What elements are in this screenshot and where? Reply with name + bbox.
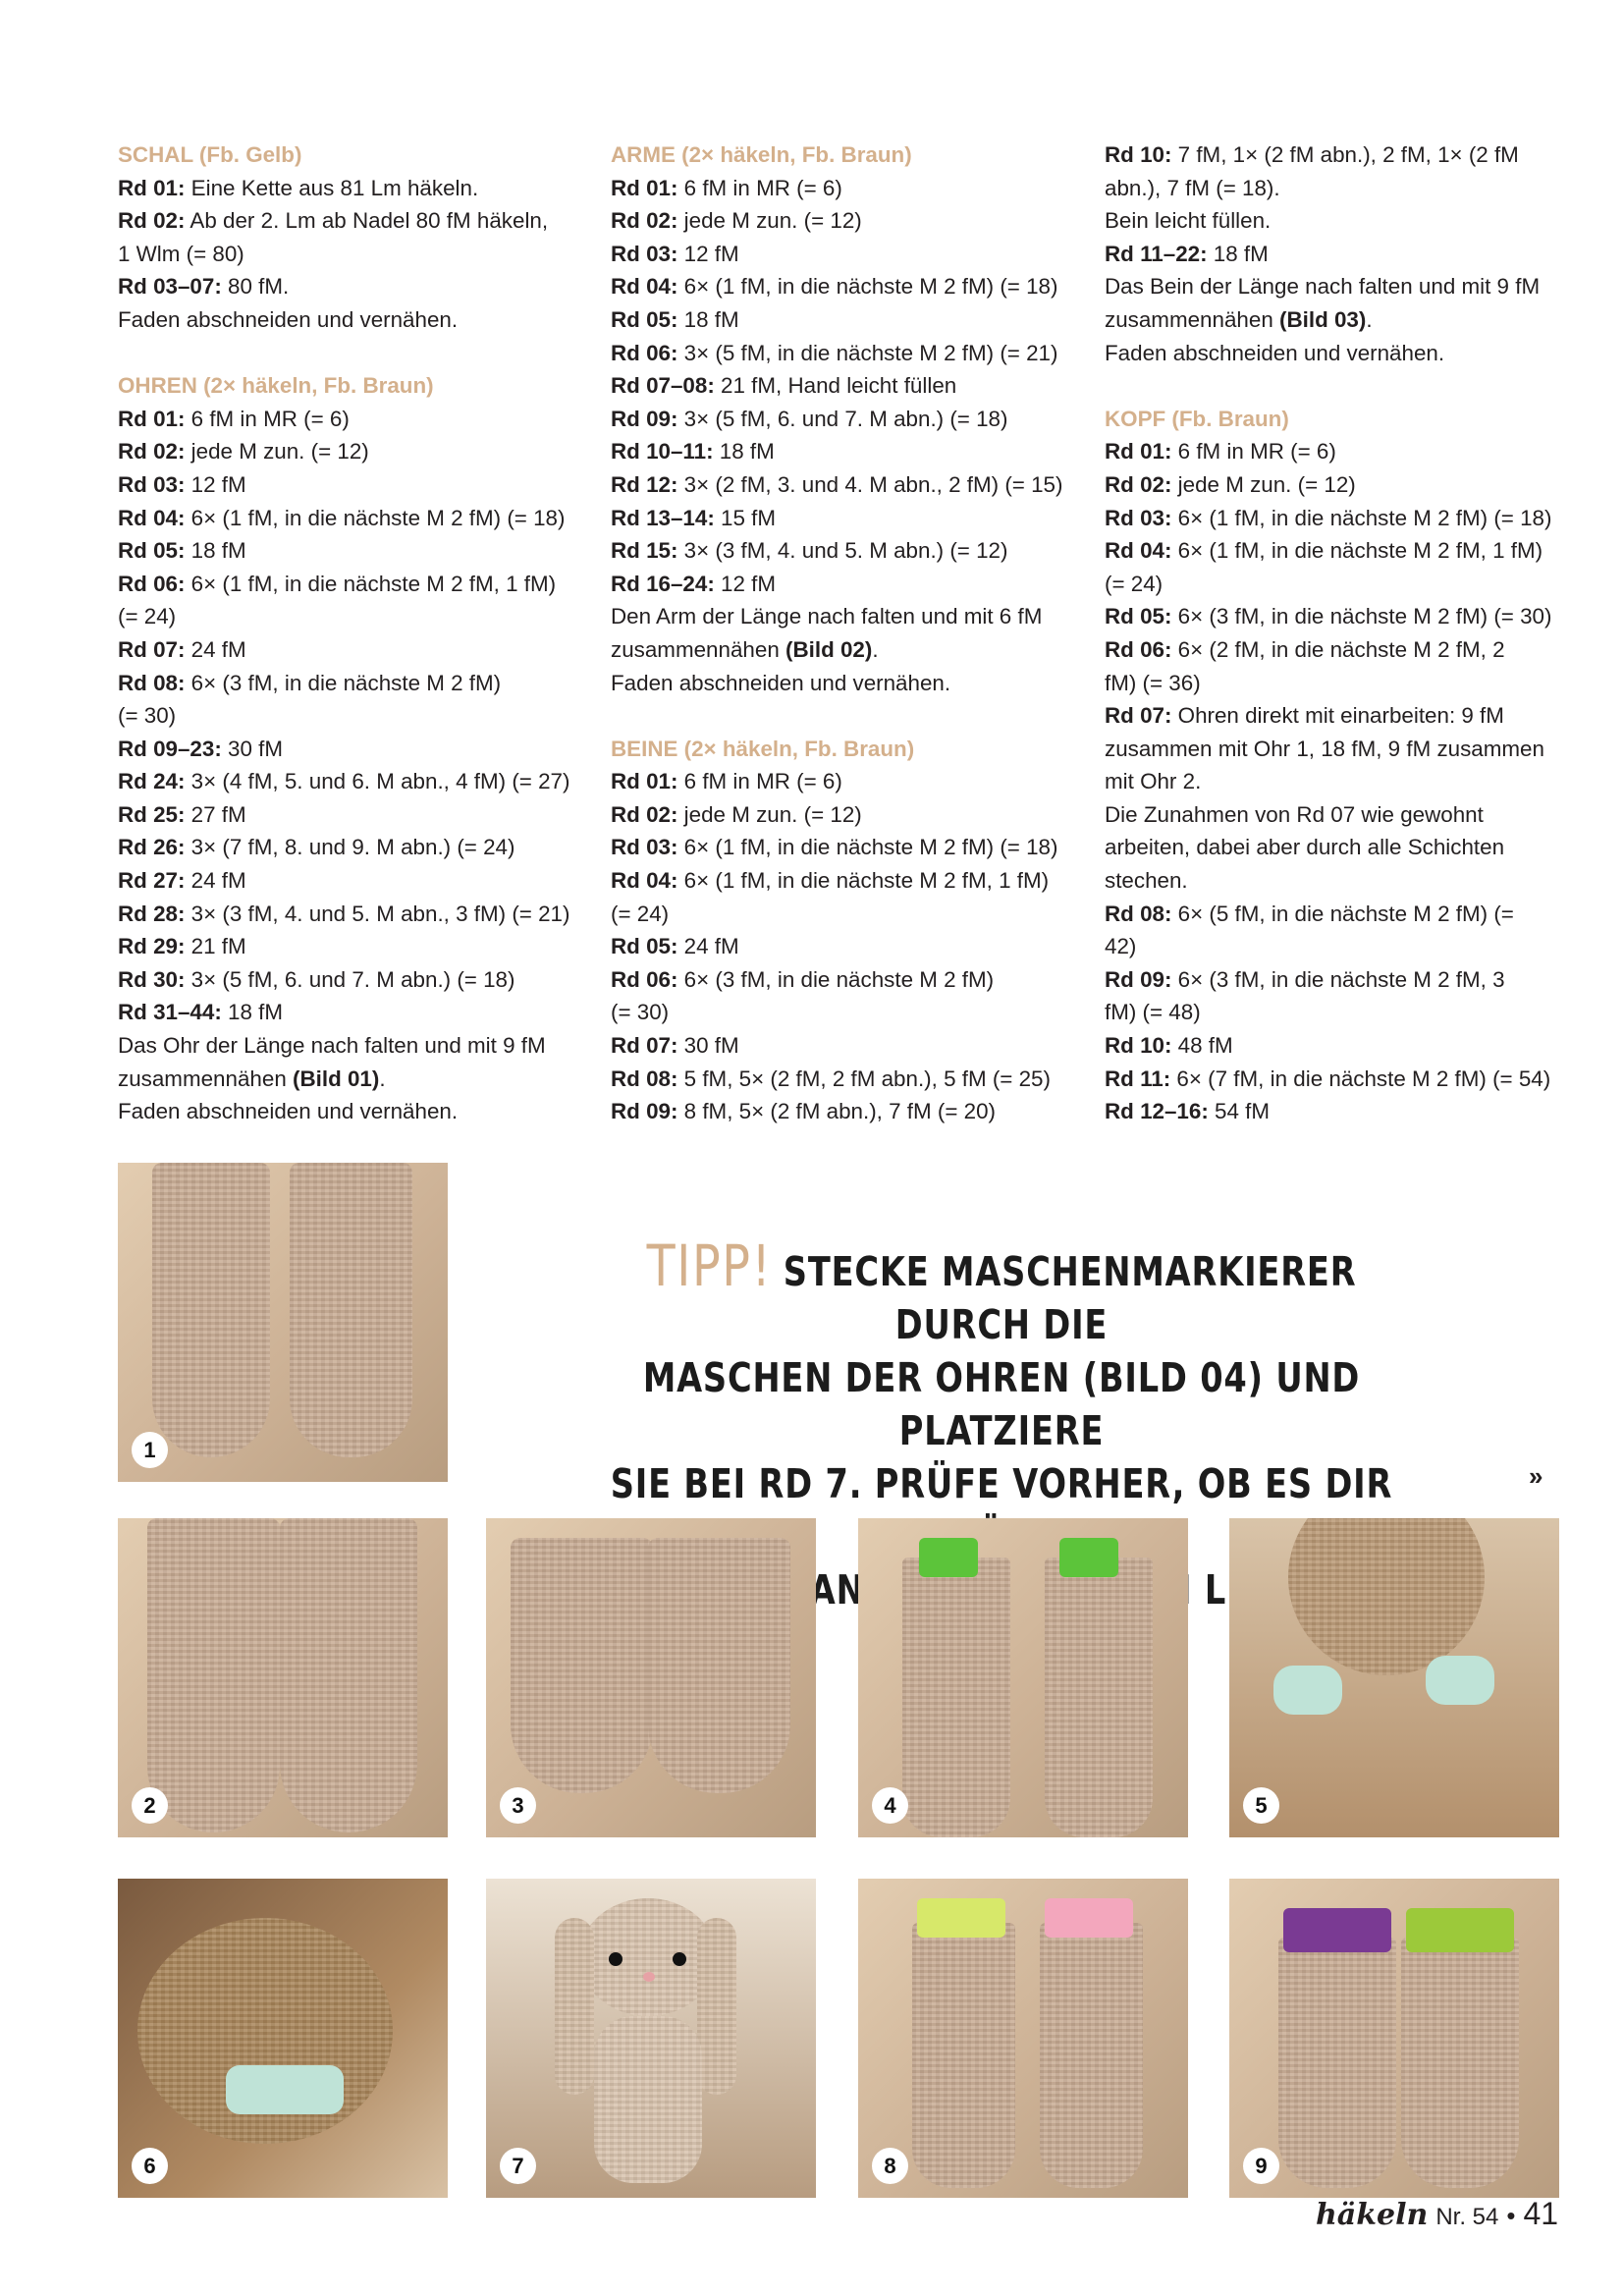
instruction-text: 6× (5 fM, in die nächste M 2 fM) (= [1171,901,1514,926]
instruction-line [1105,765,1561,798]
round-label: Rd 12–16: [1105,1099,1209,1124]
instruction-line [118,963,574,997]
round-label: Rd 11–22: [1105,241,1208,266]
photo-5 [1229,1518,1559,1837]
instruction-line [1105,600,1561,633]
instruction-line [611,172,1067,205]
instruction-text: jede M zun. (= 12) [1171,471,1356,497]
instruction-text: 30 fM [677,1033,739,1059]
instruction-line [118,996,574,1029]
tip-line-1: STECKE MASCHENMARKIERER DURCH DIE [783,1248,1357,1348]
instruction-line [1105,138,1561,172]
instruction-line [118,699,574,733]
column-3 [1105,138,1561,1128]
round-label: Rd 08: [1105,901,1172,926]
photo-number: 3 [500,1787,536,1824]
instruction-text: arbeiten, dabei aber durch alle Schichten [1105,835,1505,860]
image-reference: (Bild 02) [785,636,873,662]
instruction-line [118,270,574,303]
round-label: Rd 04: [1105,538,1172,564]
round-label: Rd 06: [118,571,186,596]
section-title: BEINE (2× häkeln, Fb. Braun) [611,736,915,761]
instruction-line [1105,1029,1561,1063]
section-title: ARME (2× häkeln, Fb. Braun) [611,142,912,167]
photo-number: 9 [1243,2148,1279,2184]
instruction-text: 54 fM [1208,1099,1271,1124]
instruction-line [611,303,1067,337]
tip-word: TIPP! [646,1232,773,1299]
round-label: Rd 01: [611,769,678,794]
instruction-text: jede M zun. (= 12) [677,208,862,234]
instruction-line [118,204,574,238]
instruction-line [611,600,1067,633]
instruction-text: jede M zun. (= 12) [185,439,369,465]
round-label: Rd 24: [118,769,186,794]
instruction-line [118,1095,574,1128]
instruction-text: 48 fM [1171,1033,1233,1059]
instruction-line [118,930,574,963]
instruction-text: (= 24) [118,604,177,629]
instruction-text: 6× (1 fM, in die nächste M 2 fM, 1 fM) [185,571,557,596]
instruction-line [118,502,574,535]
instruction-line [118,600,574,633]
instruction-line [611,963,1067,997]
instruction-text: zusammennähen [118,1066,293,1091]
instruction-text: (= 30) [118,703,177,729]
round-label: Rd 02: [611,208,678,234]
instruction-text: 3× (5 fM, 6. und 7. M abn.) (= 18) [185,966,515,992]
round-label: Rd 09: [611,406,678,431]
instruction-text: 21 fM, Hand leicht füllen [714,373,957,399]
round-label: Rd 04: [611,868,678,894]
instruction-text: 12 fM [677,241,739,266]
instruction-line [1105,204,1561,238]
round-label: Rd 09: [611,1099,678,1124]
instruction-text: 3× (4 fM, 5. und 6. M abn., 4 fM) (= 27) [185,769,570,794]
instruction-line [1105,435,1561,468]
instruction-text: Das Ohr der Länge nach falten und mit 9 fM [118,1033,546,1059]
round-label: Rd 16–24: [611,571,715,596]
instruction-text: . [379,1066,386,1091]
instruction-text: fM) (= 36) [1105,670,1201,695]
instruction-line [1105,699,1561,733]
instruction-text: . [1366,306,1373,332]
instruction-text: 18 fM [185,538,246,564]
instruction-text: 6× (1 fM, in die nächste M 2 fM) (= 18) [185,505,566,530]
photo-7 [486,1879,816,2198]
instruction-text: 6× (1 fM, in die nächste M 2 fM) (= 18) [677,835,1058,860]
instruction-text: 3× (7 fM, 8. und 9. M abn.) (= 24) [185,835,515,860]
instruction-line [611,765,1067,798]
instruction-line [611,633,1067,667]
instruction-text: Faden abschneiden und vernähen. [118,306,459,332]
instruction-line [1105,303,1561,337]
round-label: Rd 31–44: [118,1000,222,1025]
instruction-text: jede M zun. (= 12) [677,801,862,827]
instruction-line [611,667,1067,700]
photo-3 [486,1518,816,1837]
instruction-line [1105,337,1561,370]
round-label: Rd 03: [611,835,678,860]
instruction-line [1105,898,1561,931]
instruction-text: Ab der 2. Lm ab Nadel 80 fM häkeln, [185,208,549,234]
round-label: Rd 02: [611,801,678,827]
round-label: Rd 01: [118,175,186,200]
instruction-text: stechen. [1105,868,1188,894]
instruction-text: Das Bein der Länge nach falten und mit 9 fM [1105,274,1541,300]
continue-arrow: » [1529,1461,1543,1491]
instruction-text: 21 fM [185,934,246,959]
instruction-text: 18 fM [1207,241,1269,266]
instruction-line [118,667,574,700]
instruction-text: 42) [1105,934,1137,959]
instruction-text: 6× (1 fM, in die nächste M 2 fM, 1 fM) [1171,538,1543,564]
instruction-line [118,468,574,502]
instruction-line [118,1029,574,1063]
instruction-text: zusammen mit Ohr 1, 18 fM, 9 fM zusammen [1105,736,1544,761]
separator-dot: • [1506,2201,1516,2230]
instruction-line [118,898,574,931]
photo-number: 7 [500,2148,536,2184]
instruction-text: 3× (5 fM, in die nächste M 2 fM) (= 21) [677,340,1058,365]
instruction-text: 3× (5 fM, 6. und 7. M abn.) (= 18) [677,406,1008,431]
instruction-text: 18 fM [677,306,739,332]
instruction-text: mit Ohr 2. [1105,769,1202,794]
instruction-line [611,930,1067,963]
instruction-text: 12 fM [185,471,246,497]
round-label: Rd 07–08: [611,373,715,399]
instruction-line [1105,633,1561,667]
instruction-line [611,534,1067,568]
instruction-text: 27 fM [185,801,246,827]
instruction-text: 6× (1 fM, in die nächste M 2 fM) (= 18) [677,274,1058,300]
instruction-text: 12 fM [714,571,777,596]
round-label: Rd 09: [1105,966,1172,992]
instruction-line [611,568,1067,601]
round-label: Rd 28: [118,901,186,926]
instruction-line [118,1063,574,1096]
instruction-text: 6 fM in MR (= 6) [677,769,842,794]
photo-number: 8 [872,2148,908,2184]
instruction-text: 6× (7 fM, in die nächste M 2 fM) (= 54) [1170,1066,1551,1091]
instruction-text: (= 30) [611,1000,670,1025]
instruction-text: 6× (1 fM, in die nächste M 2 fM, 1 fM) [677,868,1050,894]
instruction-line [611,204,1067,238]
round-label: Rd 06: [611,340,678,365]
round-label: Rd 11: [1105,1066,1171,1091]
instruction-line [1105,996,1561,1029]
instruction-text: 3× (3 fM, 4. und 5. M abn.) (= 12) [677,538,1008,564]
instruction-text: Den Arm der Länge nach falten und mit 6 fM [611,604,1043,629]
instruction-text: 18 fM [713,439,775,465]
tip-line-2: MASCHEN DER OHREN (BILD 04) UND PLATZIERE [642,1354,1361,1454]
instruction-line [118,765,574,798]
round-label: Rd 02: [1105,471,1172,497]
round-label: Rd 01: [118,406,186,431]
paragraph-gap [611,699,1067,733]
instruction-line [1105,534,1561,568]
instruction-line [118,172,574,205]
instruction-line [611,369,1067,403]
instruction-text: 80 fM. [221,274,290,300]
round-label: Rd 08: [611,1066,678,1091]
round-label: Rd 30: [118,966,186,992]
round-label: Rd 04: [118,505,186,530]
photo-4 [858,1518,1188,1837]
instruction-line [118,435,574,468]
instruction-text: 7 fM, 1× (2 fM abn.), 2 fM, 1× (2 fM [1171,142,1519,167]
instruction-line [611,468,1067,502]
instruction-text: Faden abschneiden und vernähen. [611,670,951,695]
instruction-text: . [872,636,879,662]
instruction-line [1105,798,1561,832]
instruction-line [611,1095,1067,1128]
instruction-text: 6× (3 fM, in die nächste M 2 fM) (= 30) [1171,604,1552,629]
photo-8 [858,1879,1188,2198]
instruction-text: Ohren direkt mit einarbeiten: 9 fM [1171,703,1504,729]
instruction-text: 8 fM, 5× (2 fM abn.), 7 fM (= 20) [677,1099,996,1124]
instruction-line [611,831,1067,864]
instruction-line [611,435,1067,468]
instruction-text: 6× (3 fM, in die nächste M 2 fM) [185,670,502,695]
instruction-text: Bein leicht füllen. [1105,208,1272,234]
instruction-text: 6 fM in MR (= 6) [677,175,842,200]
round-label: Rd 06: [1105,636,1172,662]
photo-1 [118,1163,448,1482]
instruction-line [118,798,574,832]
round-label: Rd 29: [118,934,186,959]
instruction-line [118,864,574,898]
instruction-line [118,831,574,864]
round-label: Rd 02: [118,439,186,465]
instruction-text: zusammennähen [1105,306,1279,332]
instruction-line [611,996,1067,1029]
photo-6 [118,1879,448,2198]
photo-number: 2 [132,1787,168,1824]
instruction-text: 24 fM [185,636,246,662]
round-label: Rd 09–23: [118,736,222,761]
instruction-line [118,568,574,601]
round-label: Rd 01: [611,175,678,200]
round-label: Rd 25: [118,801,186,827]
instruction-text: 24 fM [677,934,739,959]
instruction-text: Die Zunahmen von Rd 07 wie gewohnt [1105,801,1484,827]
round-label: Rd 15: [611,538,678,564]
round-label: Rd 05: [1105,604,1172,629]
round-label: Rd 10: [1105,1033,1172,1059]
instruction-line [118,303,574,337]
photo-2 [118,1518,448,1837]
instruction-text: 15 fM [714,505,777,530]
round-label: Rd 26: [118,835,186,860]
photo-9 [1229,1879,1559,2198]
round-label: Rd 27: [118,868,186,894]
photo-number: 4 [872,1787,908,1824]
round-label: Rd 02: [118,208,186,234]
photo-number: 1 [132,1432,168,1468]
instruction-line [1105,568,1561,601]
instruction-line [1105,238,1561,271]
round-label: Rd 10–11: [611,439,714,465]
instruction-line [1105,864,1561,898]
instruction-text: (= 24) [611,901,670,926]
instruction-line [1105,1063,1561,1096]
instruction-text: 5 fM, 5× (2 fM, 2 fM abn.), 5 fM (= 25) [677,1066,1051,1091]
instruction-line [611,403,1067,436]
column-2 [611,138,1067,1128]
instruction-line [118,733,574,766]
round-label: Rd 01: [1105,439,1172,465]
instruction-text: 6× (3 fM, in die nächste M 2 fM, 3 [1171,966,1505,992]
paragraph-gap [118,337,574,370]
round-label: Rd 06: [611,966,678,992]
instruction-line [1105,172,1561,205]
instruction-line [118,633,574,667]
instruction-line [611,1029,1067,1063]
instruction-line [611,864,1067,898]
instruction-text: 3× (3 fM, 4. und 5. M abn., 3 fM) (= 21) [185,901,570,926]
round-label: Rd 07: [118,636,186,662]
instruction-text: zusammennähen [611,636,785,662]
magazine-name: häkeln [1316,2198,1429,2232]
instruction-line [1105,502,1561,535]
instruction-line [118,534,574,568]
instruction-line [118,238,574,271]
instruction-line [118,403,574,436]
instruction-line [611,798,1067,832]
round-label: Rd 04: [611,274,678,300]
section-title: SCHAL (Fb. Gelb) [118,142,302,167]
photo-number: 5 [1243,1787,1279,1824]
round-label: Rd 05: [611,306,678,332]
round-label: Rd 13–14: [611,505,715,530]
instruction-line [611,270,1067,303]
instruction-line [1105,930,1561,963]
round-label: Rd 05: [611,934,678,959]
instruction-text: abn.), 7 fM (= 18). [1105,175,1280,200]
instruction-line [1105,963,1561,997]
paragraph-gap [1105,369,1561,403]
section-title: OHREN (2× häkeln, Fb. Braun) [118,373,434,399]
instruction-text: 1 Wlm (= 80) [118,241,244,266]
instruction-text: 6× (2 fM, in die nächste M 2 fM, 2 [1171,636,1505,662]
round-label: Rd 10: [1105,142,1172,167]
instruction-line [1105,468,1561,502]
instruction-text: 6× (3 fM, in die nächste M 2 fM) [677,966,995,992]
round-label: Rd 12: [611,471,678,497]
round-label: Rd 08: [118,670,186,695]
column-1 [118,138,574,1128]
photo-number: 6 [132,2148,168,2184]
instruction-line [1105,1095,1561,1128]
tip-line-3: SIE BEI RD 7. PRÜFE VORHER, OB ES DIR [610,1460,1393,1507]
image-reference: (Bild 01) [293,1066,380,1091]
instruction-text: Faden abschneiden und vernähen. [118,1099,459,1124]
instruction-text: 6 fM in MR (= 6) [1171,439,1336,465]
instruction-text: Faden abschneiden und vernähen. [1105,340,1445,365]
instruction-line [1105,270,1561,303]
instruction-text: 30 fM [221,736,284,761]
round-label: Rd 03: [611,241,678,266]
page-number: 41 [1523,2196,1559,2231]
section-title: KOPF (Fb. Braun) [1105,406,1289,431]
instruction-line [1105,831,1561,864]
issue-number: Nr. 54 [1435,2204,1499,2230]
instruction-line [611,238,1067,271]
instruction-text: (= 24) [1105,571,1164,596]
instruction-line [611,502,1067,535]
instruction-text: Eine Kette aus 81 Lm häkeln. [185,175,479,200]
instruction-line [611,1063,1067,1096]
page-footer [1316,2196,1558,2239]
round-label: Rd 03: [1105,505,1172,530]
instruction-text: 6× (1 fM, in die nächste M 2 fM) (= 18) [1171,505,1552,530]
instruction-line [1105,667,1561,700]
round-label: Rd 07: [1105,703,1172,729]
instruction-text: 18 fM [221,1000,284,1025]
instruction-text: 3× (2 fM, 3. und 4. M abn., 2 fM) (= 15) [677,471,1063,497]
instruction-line [1105,733,1561,766]
round-label: Rd 03–07: [118,274,222,300]
instruction-line [611,337,1067,370]
round-label: Rd 07: [611,1033,678,1059]
round-label: Rd 03: [118,471,186,497]
instruction-text: 24 fM [185,868,246,894]
round-label: Rd 05: [118,538,186,564]
instruction-text: fM) (= 48) [1105,1000,1201,1025]
instruction-line [611,898,1067,931]
instruction-text: 6 fM in MR (= 6) [185,406,350,431]
image-reference: (Bild 03) [1279,306,1367,332]
